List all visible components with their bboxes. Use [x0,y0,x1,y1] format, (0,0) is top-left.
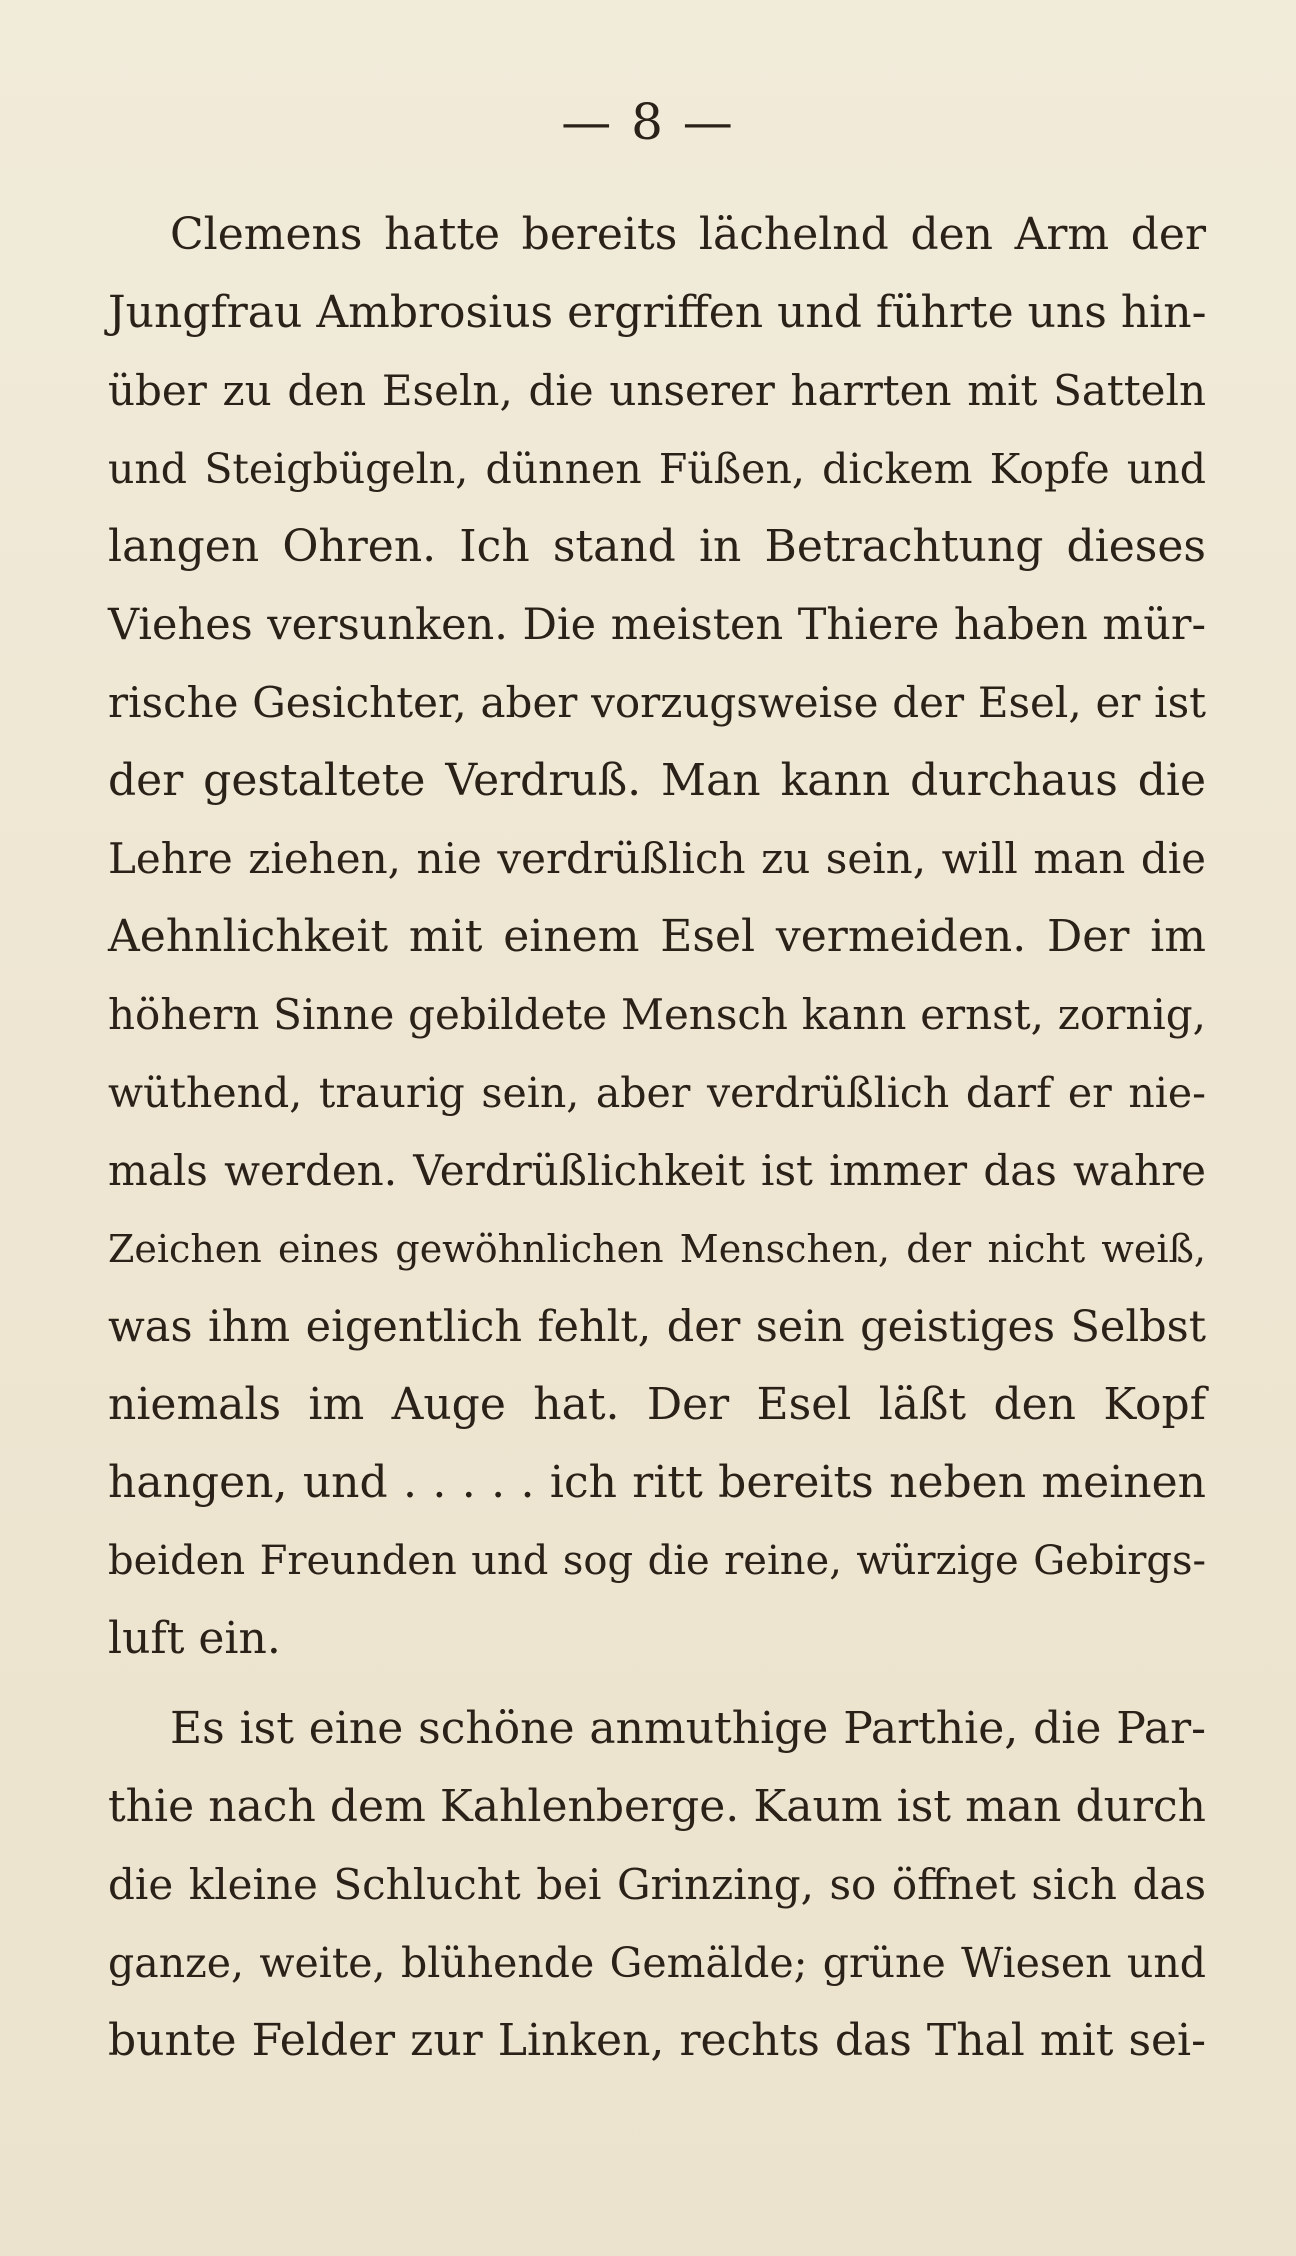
text-line: mals werden. Verdrüßlichkeit ist immer das wahre [108,1146,1206,1195]
text-line: was ihm eigentlich fehlt, der sein geistiges Selbst [108,1302,1206,1352]
paragraph-1 [108,196,1206,1678]
text-line: Es ist eine schöne anmuthige Parthie, die Par- [170,1703,1206,1754]
text-line: beiden Freunden und sog die reine, würzige Gebirgs- [108,1538,1206,1584]
text-line: luft ein. [108,1613,281,1664]
text-line: bunte Felder zur Linken, rechts das Thal mit sei- [108,2015,1206,2066]
page-number: — 8 — [561,93,735,151]
text-line: Clemens hatte bereits lächelnd den Arm der [170,209,1206,260]
text-line: über zu den Eseln, die unserer harrten mit Satteln [108,366,1206,415]
text-line: rische Gesichter, aber vorzugsweise der Esel, er ist [108,678,1206,727]
text-line: Zeichen eines gewöhnlichen Menschen, der nicht weiß, [108,1227,1206,1271]
paragraph-gap [108,1678,1206,1690]
text-line: die kleine Schlucht bei Grinzing, so öffnet sich das [108,1860,1206,1909]
text-line: thie nach dem Kahlenberge. Kaum ist man durch [108,1781,1206,1832]
text-line: wüthend, traurig sein, aber verdrüßlich darf er nie- [108,1069,1206,1117]
text-line: Jungfrau Ambrosius ergriffen und führte uns hin- [108,287,1207,338]
text-line: langen Ohren. Ich stand in Betrachtung dieses [108,521,1206,572]
text-line: der gestaltete Verdruß. Man kann durchaus die [108,755,1206,806]
paragraph-2 [108,1690,1206,2080]
text-line: Viehes versunken. Die meisten Thiere haben mür- [108,600,1206,650]
body-text [108,196,1206,2080]
text-line: Aehnlichkeit mit einem Esel vermeiden. Der im [108,911,1206,962]
text-line: und Steigbügeln, dünnen Füßen, dickem Kopfe und [108,445,1206,493]
text-line: höhern Sinne gebildete Mensch kann ernst, zornig, [108,990,1206,1039]
text-line: hangen, und . . . . . ich ritt bereits neben meinen [108,1457,1206,1508]
text-line: ganze, weite, blühende Gemälde; grüne Wiesen und [108,1939,1206,1987]
text-line: niemals im Auge hat. Der Esel läßt den Kopf [108,1379,1206,1430]
text-line: Lehre ziehen, nie verdrüßlich zu sein, will man die [108,834,1206,883]
